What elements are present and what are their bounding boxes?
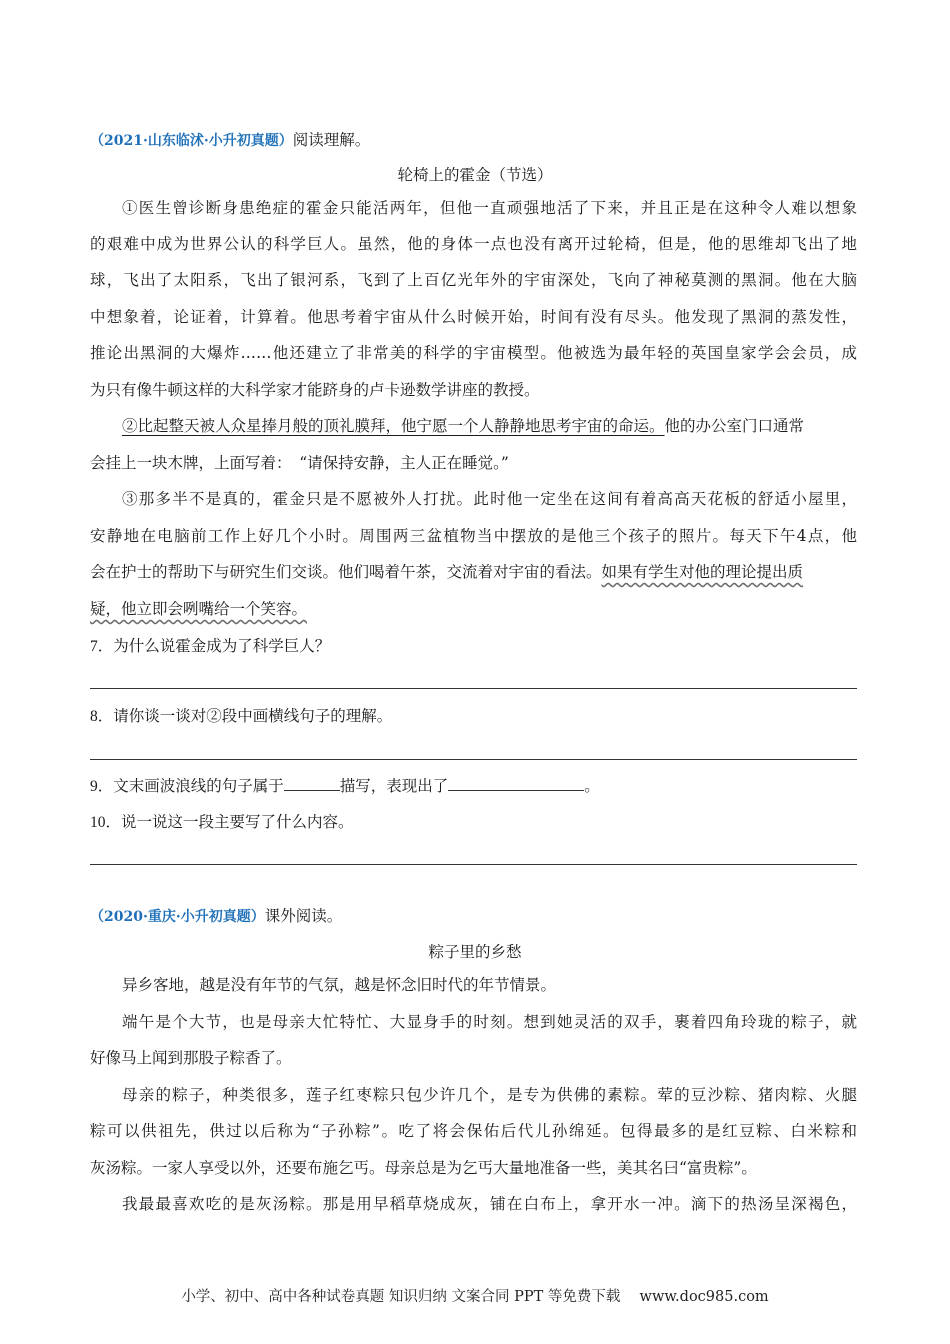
passage2-source: （2020·重庆·小升初真题） [90,909,265,925]
p2b-line-6: 灰汤粽。一家人享受以外，还要布施乞丐。母亲总是为乞丐大量地准备一些，美其名曰“富贵粽”。 [90,1159,757,1177]
question-9-part1: 9．文末画波浪线的句子属于 [90,778,284,795]
p1-line-2: 的艰难中成为世界公认的科学巨人。虽然，他的身体一点也没有离开过轮椅，但是，他的思维却飞出了地 [90,235,857,253]
p2b-line-7: 我最最喜欢吃的是灰汤粽。那是用早稻草烧成灰，铺在白布上，拿开水一冲。滴下的热汤呈深褐色， [122,1195,857,1213]
passage1-instruction: 阅读理解。 [292,131,371,149]
p3-line-3 [90,561,803,583]
passage2-title: 粽子里的乡愁 [428,943,522,961]
p3-line-4 [90,598,307,620]
p2-line-2: 会挂上一块木牌，上面写着： “请保持安静，主人正在睡觉。” [90,454,509,472]
footer-ad: 小学、初中、高中各种试卷真题 知识归纳 文案合同 PPT 等免费下载 www.doc985.com [181,1289,769,1305]
blank-q9-description-type[interactable] [284,776,340,791]
p2-underlined-sentence: ②比起整天被人众星捧月般的顶礼膜拜，他宁愿一个人静静地思考宇宙的命运。 [122,417,665,435]
answer-line-q7[interactable] [90,688,857,689]
p2b-line-1: 异乡客地，越是没有年节的气氛，越是怀念旧时代的年节情景。 [122,976,557,994]
p2-line-1-rest: 他的办公室门口通常 [664,417,805,435]
p2b-line-3: 好像马上闻到那股子粽香了。 [90,1049,292,1067]
question-9-part3: 。 [584,778,600,795]
question-10: 10．说一说这一段主要写了什么内容。 [90,814,354,831]
passage1-header [90,129,370,152]
passage2-instruction: 课外阅读。 [264,907,343,925]
p1-line-6: 为只有像牛顿这样的大科学家才能跻身的卢卡逊数学讲座的教授。 [90,381,540,399]
p2b-line-5: 粽可以供祖先，供过以后称为“子孙粽”。吃了将会保佑后代儿孙绵延。包得最多的是红豆粽、白米粽和 [90,1122,857,1140]
p2-line-1 [122,415,804,437]
p3-line-2: 安静地在电脑前工作上好几个小时。周围两三盆植物当中摆放的是他三个孩子的照片。每天下午4点，他 [90,527,857,545]
passage2-header [90,905,342,928]
passage1-title: 轮椅上的霍金（节选） [397,166,553,184]
question-7: 7．为什么说霍金成为了科学巨人？ [90,638,331,655]
p3-wavy-sentence-part1: 如果有学生对他的理论提出质 [601,563,804,581]
p1-line-4: 中想象着，论证着，计算着。他思考着宇宙从什么时候开始，时间有没有尽头。他发现了黑洞的蒸发性， [90,308,857,326]
answer-line-q8[interactable] [90,759,857,760]
question-8: 8．请你谈一谈对②段中画横线句子的理解。 [90,708,393,725]
p2b-line-2: 端午是个大节，也是母亲大忙特忙、大显身手的时刻。想到她灵活的双手，裹着四角玲珑的粽子，就 [122,1013,857,1031]
p3-line-1: ③那多半不是真的，霍金只是不愿被外人打扰。此时他一定坐在这间有着高高天花板的舒适小屋里， [122,490,857,508]
p1-line-1: ①医生曾诊断身患绝症的霍金只能活两年，但他一直顽强地活了下来，并且正是在这种令人难以想象 [122,199,857,217]
p1-line-3: 球，飞出了太阳系，飞出了银河系，飞到了上百亿光年外的宇宙深处，飞向了神秘莫测的黑洞。他在大脑 [90,271,857,289]
p1-line-5: 推论出黑洞的大爆炸……他还建立了非常美的科学的宇宙模型。他被选为最年轻的英国皇家学会会员，成 [90,344,857,362]
question-9 [90,776,600,798]
p3-wavy-sentence-part2: 疑，他立即会咧嘴给一个笑容。 [90,600,308,618]
p2b-line-4: 母亲的粽子，种类很多，莲子红枣粽只包少许几个，是专为供佛的素粽。荤的豆沙粽、猪肉粽、火腿 [122,1086,857,1104]
question-9-part2: 描写，表现出了 [339,778,449,795]
blank-q9-expression[interactable] [448,776,584,791]
answer-line-q10[interactable] [90,864,857,865]
p3-line-3-plain: 会在护士的帮助下与研究生们交谈。他们喝着午茶，交流着对宇宙的看法。 [90,563,602,581]
passage1-source: （2021·山东临沭·小升初真题） [90,133,293,149]
